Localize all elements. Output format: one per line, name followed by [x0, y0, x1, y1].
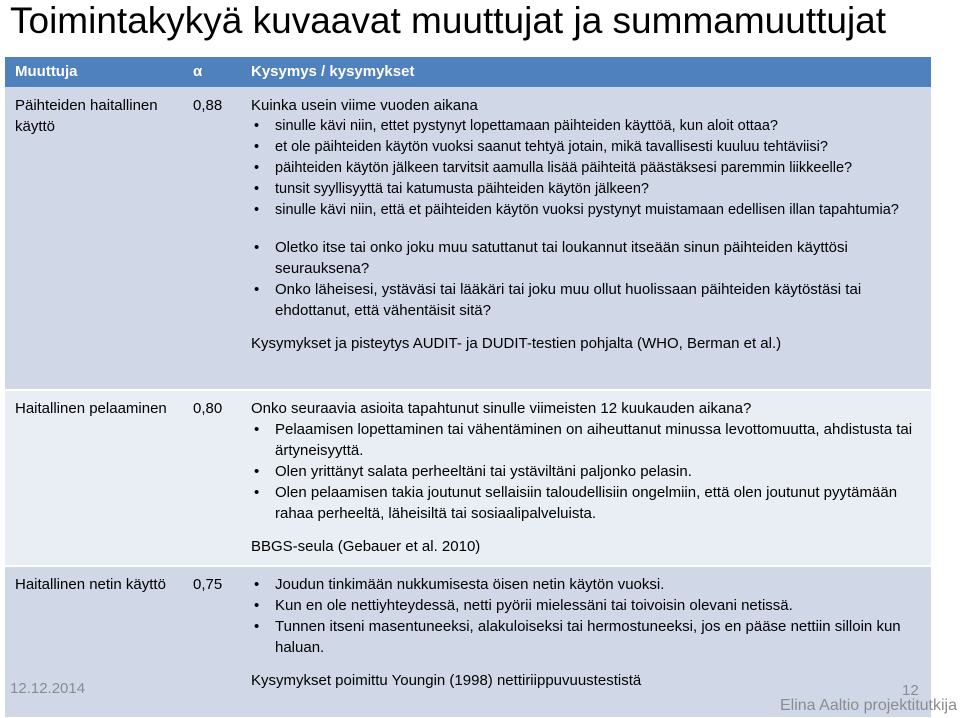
bullet-icon: •	[254, 202, 260, 218]
table-row	[5, 566, 931, 717]
questions-cell	[251, 398, 923, 557]
bullet-icon: •	[254, 421, 260, 438]
variable-name: Haitallinen pelaaminen	[15, 400, 167, 417]
bullet-icon: •	[254, 281, 260, 298]
table-header	[5, 57, 931, 87]
alpha-value: 0,80	[193, 400, 223, 417]
page-number: 12	[902, 682, 919, 699]
slide-date: 12.12.2014	[10, 680, 86, 697]
bullet-icon: •	[254, 181, 260, 197]
list-item: • sinulle kävi niin, että et päihteiden käytön vuoksi pystynyt muistamaan edellisen illan tapahtumia?	[251, 200, 923, 221]
bullet-icon: •	[254, 139, 260, 155]
list-item: • et ole päihteiden käytön vuoksi saanut tehtyä jotain, mikä tavallisesti kuuluu tehtäviisi?	[251, 137, 923, 158]
list-item: • Tunnen itseni masentuneeksi, alakuloiseksi tai hermostuneeksi, jos en pääse nettiin silloin kun haluan.	[254, 618, 901, 656]
questions-cell	[251, 95, 923, 354]
author-name: Elina Aaltio projektitutkija	[780, 697, 957, 714]
list-item: • Olen pelaamisen takia joutunut sellaisiin taloudellisiin ongelmiin, että olen joutunut pyytämään rahaa perheeltä, läheisiltä tai sosiaalipalveluista.	[254, 484, 898, 522]
bullet-icon: •	[254, 484, 260, 501]
question-intro: Kuinka usein viime vuoden aikana	[251, 97, 478, 114]
row-divider	[5, 389, 931, 391]
table-row	[5, 87, 931, 390]
bullet-icon: •	[254, 463, 260, 480]
list-item: • Joudun tinkimään nukkumisesta öisen netin käytön vuoksi.	[254, 576, 665, 593]
question-list	[251, 116, 923, 221]
bullet-icon: •	[254, 160, 260, 176]
questions-cell	[251, 574, 923, 691]
list-item: • Onko läheisesi, ystäväsi tai lääkäri tai joku muu ollut huolissaan päihteiden käytöstäsi tai ehdottanut, että vähentäisit sitä?	[254, 281, 862, 319]
source-note: BBGS-seula (Gebauer et al. 2010)	[251, 538, 481, 555]
list-item: • sinulle kävi niin, ettet pystynyt lopettamaan päihteiden käyttöä, kun aloit ottaa?	[251, 116, 923, 137]
list-item: • Olen yrittänyt salata perheeltäni tai ystäviltäni paljonko pelasin.	[254, 463, 692, 480]
bullet-icon: •	[254, 618, 260, 635]
question-list	[251, 419, 923, 524]
bullet-icon: •	[254, 597, 260, 614]
list-item: • Pelaamisen lopettaminen tai vähentäminen on aiheuttanut minussa levottomuutta, ahdistusta tai ärtyneisyyttä.	[254, 421, 913, 459]
slide-title: Toimintakykyä kuvaavat muuttujat ja summamuuttujat	[10, 0, 887, 41]
source-note: Kysymykset poimittu Youngin (1998) nettiriippuvuustestistä	[251, 672, 642, 689]
list-item: • Oletko itse tai onko joku muu satuttanut tai loukannut itseään sinun päihteiden käyttösi seurauksena?	[254, 239, 848, 277]
list-item: • tunsit syyllisyyttä tai katumusta päihteiden käytön jälkeen?	[251, 179, 923, 200]
question-intro: Onko seuraavia asioita tapahtunut sinulle viimeisten 12 kuukauden aikana?	[251, 400, 752, 417]
question-list	[251, 237, 923, 321]
header-questions: Kysymys / kysymykset	[251, 63, 415, 80]
list-item: • päihteiden käytön jälkeen tarvitsit aamulla lisää päihteitä päästäksesi paremmin liikkeelle?	[251, 158, 923, 179]
list-item: • Kun en ole nettiyhteydessä, netti pyörii mielessäni tai toivoisin olevani netissä.	[254, 597, 793, 614]
bullet-icon: •	[254, 118, 260, 134]
question-list	[251, 574, 923, 658]
header-variable: Muuttuja	[15, 63, 78, 80]
row-divider	[5, 565, 931, 567]
table-row	[5, 390, 931, 566]
header-alpha: α	[193, 63, 203, 80]
variable-name: Päihteiden haitallinen käyttö	[15, 97, 158, 135]
bullet-icon: •	[254, 576, 260, 593]
alpha-value: 0,75	[193, 576, 223, 593]
source-note: Kysymykset ja pisteytys AUDIT- ja DUDIT-testien pohjalta (WHO, Berman et al.)	[251, 335, 782, 352]
bullet-icon: •	[254, 239, 260, 256]
alpha-value: 0,88	[193, 97, 223, 114]
variable-name: Haitallinen netin käyttö	[15, 576, 166, 593]
